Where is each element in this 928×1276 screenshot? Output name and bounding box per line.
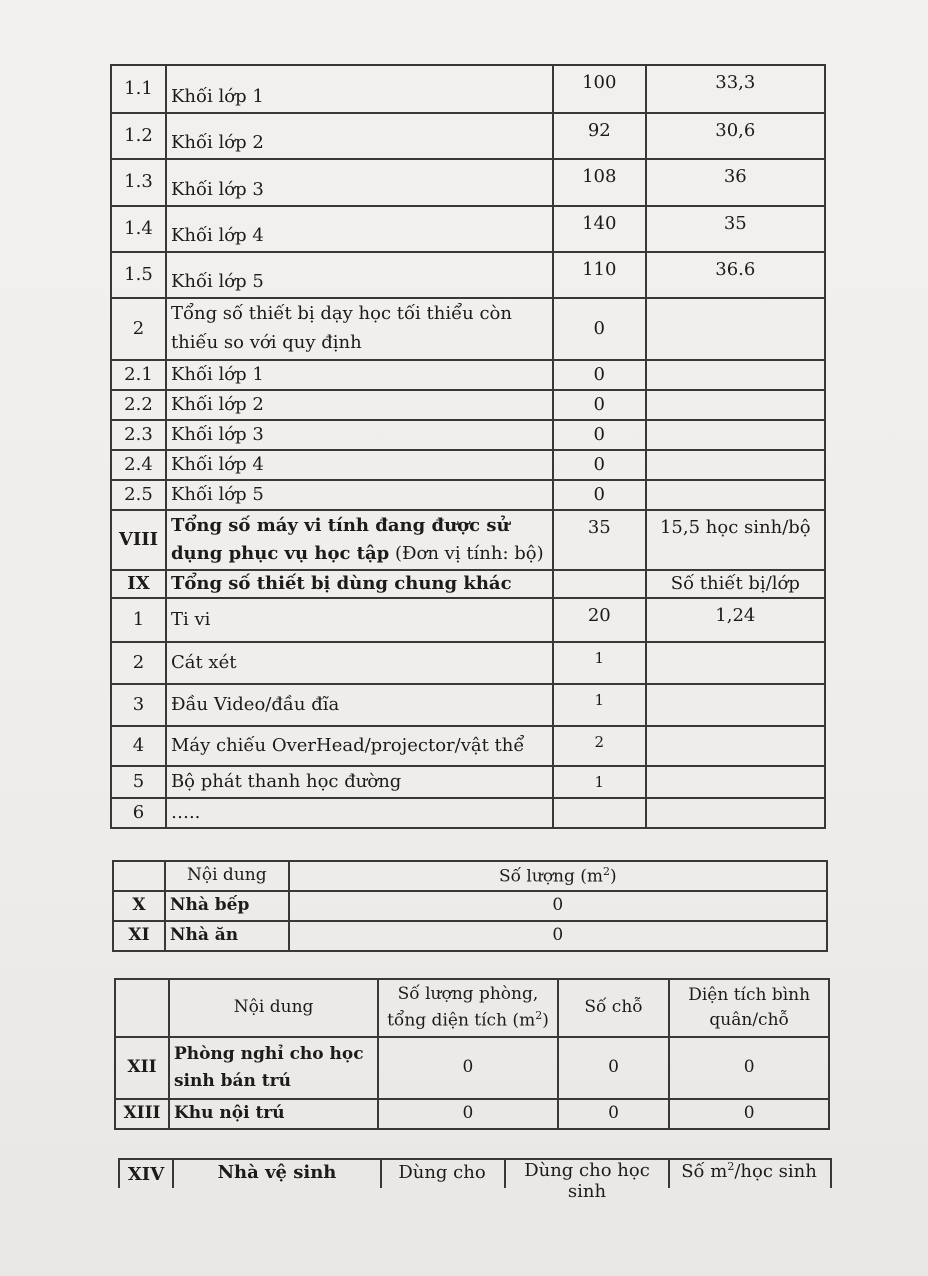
row-number: 4 [111,726,166,766]
row-ratio [646,360,825,390]
row-label: Khối lớp 2 [166,113,553,159]
table-row [111,684,825,726]
row-number: 2 [111,298,166,360]
row-ratio: Số thiết bị/lớp [646,570,825,598]
row-label: Khối lớp 4 [166,206,553,252]
row-number: XII [115,1037,169,1099]
row-ratio: 1,24 [646,598,825,642]
row-label: Nhà bếp [165,891,289,921]
row-label: Khối lớp 5 [166,252,553,298]
row-rooms: 0 [378,1099,557,1129]
table-row [111,798,825,828]
table-row [115,1037,829,1099]
row-number: 2.1 [111,360,166,390]
row-quantity: 0 [553,480,646,510]
row-label: Nhà ăn [165,921,289,951]
row-number: 1.3 [111,159,166,206]
row-number: 2 [111,642,166,684]
table-row [111,113,825,159]
row-quantity: 0 [553,360,646,390]
table-row [111,252,825,298]
row-label: Khối lớp 3 [166,420,553,450]
header-used-for-students: Dùng cho học sinh [524,1160,650,1202]
row-label [166,510,553,570]
kitchen-table [112,860,828,952]
row-quantity: 108 [553,159,646,206]
table-row [111,390,825,420]
row-number: 1.5 [111,252,166,298]
row-number: IX [111,570,166,598]
row-quantity: 0 [553,450,646,480]
table-row [115,1099,829,1129]
row-label: Phòng nghỉ cho học sinh bán trú [169,1037,378,1099]
row-ratio [646,390,825,420]
table-row [111,510,825,570]
row-label-unit: (Đơn vị tính: bộ) [389,543,544,564]
row-number: 1 [111,598,166,642]
row-rooms: 0 [378,1037,557,1099]
row-quantity: 0 [553,298,646,360]
row-label: Tổng số thiết bị dùng chung khác [166,570,553,598]
table-row [111,420,825,450]
row-ratio: 36.6 [646,252,825,298]
table-row [113,921,827,951]
table-row [111,480,825,510]
row-label: Cát xét [166,642,553,684]
row-number: 2.4 [111,450,166,480]
row-label: Khối lớp 5 [166,480,553,510]
row-number: 2.5 [111,480,166,510]
table-row [111,298,825,360]
row-number: 1.2 [111,113,166,159]
row-seats: 0 [558,1099,670,1129]
header-rooms: Số lượng phòng, tổng diện tích $(m^2)$ [378,979,557,1037]
row-label: Khối lớp 1 [166,360,553,390]
row-label: ….. [166,798,553,828]
row-quantity: 2 [553,726,646,766]
row-ratio [646,766,825,798]
table-row [111,766,825,798]
row-quantity: 35 [553,510,646,570]
table-row [111,726,825,766]
row-ratio: 30,6 [646,113,825,159]
row-number: XI [113,921,165,951]
row-ratio: 35 [646,206,825,252]
row-quantity: 92 [553,113,646,159]
row-ratio [646,684,825,726]
row-ratio [646,450,825,480]
row-quantity: 0 [289,921,827,951]
header-quantity: Số lượng $(m^2)$ [289,861,827,891]
row-quantity: 1 [553,642,646,684]
row-ratio: 33,3 [646,65,825,113]
table-row [111,159,825,206]
row-label: Máy chiếu OverHead/projector/vật thể [166,726,553,766]
row-label: Ti vi [166,598,553,642]
row-number: 1.4 [111,206,166,252]
table-row [111,598,825,642]
row-label: Khối lớp 3 [166,159,553,206]
header-seats: Số chỗ [558,979,670,1037]
header-used-for: Dùng cho [398,1162,486,1183]
row-number: 3 [111,684,166,726]
row-number: 1.1 [111,65,166,113]
row-number: VIII [111,510,166,570]
row-number: 2.2 [111,390,166,420]
table-row [111,642,825,684]
table-header-row [115,979,829,1037]
row-label: Khối lớp 1 [166,65,553,113]
row-ratio [646,798,825,828]
row-quantity: 110 [553,252,646,298]
equipment-table [110,64,826,829]
row-number: 5 [111,766,166,798]
row-seats: 0 [558,1037,670,1099]
table-header-row [113,861,827,891]
row-quantity: 1 [553,766,646,798]
row-number: 2.3 [111,420,166,450]
row-ratio: 15,5 học sinh/bộ [646,510,825,570]
header-content: Nội dung [169,979,378,1037]
header-area-per-student: Số $m^2$/học sinh [681,1160,817,1182]
row-quantity: 0 [289,891,827,921]
header-content: Nội dung [165,861,289,891]
boarding-table [114,978,830,1130]
row-ratio [646,642,825,684]
table-row [111,360,825,390]
row-quantity [553,798,646,828]
row-average: 0 [669,1099,829,1129]
table-row [113,891,827,921]
row-quantity: 20 [553,598,646,642]
table-row [111,570,825,598]
row-ratio: 36 [646,159,825,206]
row-number: X [113,891,165,921]
row-average: 0 [669,1037,829,1099]
table-row [111,450,825,480]
row-label: Khối lớp 4 [166,450,553,480]
row-ratio [646,726,825,766]
row-quantity: 100 [553,65,646,113]
table-row [111,65,825,113]
row-ratio [646,298,825,360]
row-number: XIII [115,1099,169,1129]
row-label: Khối lớp 2 [166,390,553,420]
row-label-bold: Tổng số máy vi tính đang được sử dụng phục vụ học tập [170,515,510,564]
row-quantity: 140 [553,206,646,252]
header-average: Diện tích bình quân/chỗ [669,979,829,1037]
row-ratio [646,420,825,450]
row-label: Đầu Video/đầu đĩa [166,684,553,726]
row-quantity: 0 [553,420,646,450]
row-label: Tổng số thiết bị dạy học tối thiểu còn thiếu so với quy định [166,298,553,360]
row-ratio [646,480,825,510]
toilet-table-partial [118,1158,832,1202]
row-quantity [553,570,646,598]
row-label: Khu nội trú [169,1099,378,1129]
row-quantity: 0 [553,390,646,420]
row-label: Bộ phát thanh học đường [166,766,553,798]
row-label: Nhà vệ sinh [217,1162,337,1183]
row-quantity: 1 [553,684,646,726]
row-number: 6 [111,798,166,828]
table-row [111,206,825,252]
row-number: XIV [127,1164,165,1185]
